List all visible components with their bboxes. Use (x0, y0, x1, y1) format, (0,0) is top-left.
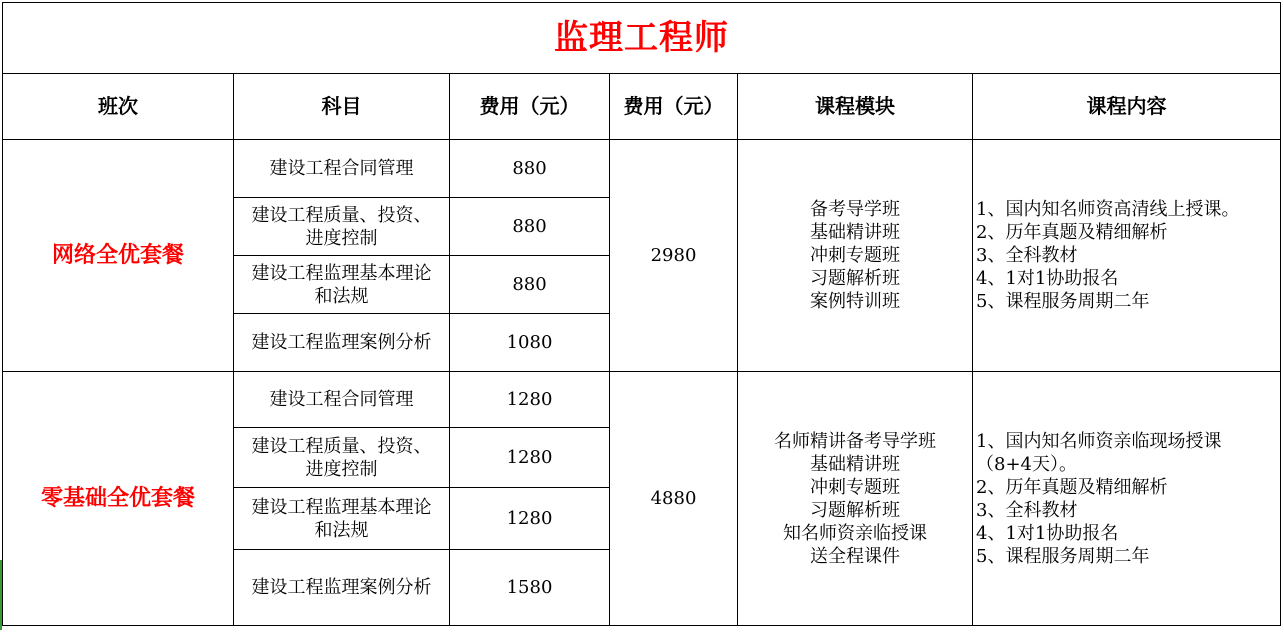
list-line: 基础精讲班 (810, 222, 900, 243)
fee-cell: 1280 (450, 372, 610, 428)
list-line: 习题解析班 (810, 268, 900, 289)
list-line: 4、1对1协助报名 (976, 522, 1119, 544)
list-line: 2、历年真题及精细解析 (976, 476, 1168, 498)
fee-cell: 1080 (450, 314, 610, 372)
subject-cell: 建设工程监理案例分析 (234, 550, 450, 626)
fee-cell: 880 (450, 256, 610, 314)
list-line: 1、国内知名师资亲临现场授课 (976, 430, 1222, 452)
content-cell (973, 140, 1281, 372)
header-modules: 课程模块 (738, 74, 973, 140)
header-fee: 费用（元） (450, 74, 610, 140)
fee-cell: 1580 (450, 550, 610, 626)
list-line: 1、国内知名师资高清线上授课。 (976, 199, 1240, 220)
fee-cell: 880 (450, 140, 610, 198)
total-fee-cell: 2980 (610, 140, 738, 372)
page-title: 监理工程师 (3, 3, 1281, 74)
table-row (3, 140, 1281, 198)
fee-cell: 880 (450, 198, 610, 256)
list-line: 5、课程服务周期二年 (976, 291, 1150, 312)
list-line: （8+4天）。 (976, 453, 1077, 475)
header-subject: 科目 (234, 74, 450, 140)
list-line: 知名师资亲临授课 (783, 522, 927, 544)
subject-cell: 建设工程监理基本理论和法规 (234, 256, 450, 314)
list-line: 4、1对1协助报名 (976, 268, 1119, 289)
header-content: 课程内容 (973, 74, 1281, 140)
modules-cell (738, 372, 973, 626)
subject-cell: 建设工程合同管理 (234, 372, 450, 428)
cell-selection-marker (0, 560, 2, 630)
list-line: 5、课程服务周期二年 (976, 545, 1150, 567)
package-name: 零基础全优套餐 (3, 372, 234, 626)
header-row (3, 74, 1281, 140)
subject-cell: 建设工程监理案例分析 (234, 314, 450, 372)
course-table (2, 2, 1281, 626)
list-line: 3、全科教材 (976, 245, 1078, 266)
list-line: 3、全科教材 (976, 499, 1078, 521)
list-line: 备考导学班 (810, 199, 900, 220)
package-name: 网络全优套餐 (3, 140, 234, 372)
list-line: 名师精讲备考导学班 (774, 430, 936, 452)
header-class: 班次 (3, 74, 234, 140)
list-line: 冲刺专题班 (810, 245, 900, 266)
subject-cell: 建设工程合同管理 (234, 140, 450, 198)
subject-cell: 建设工程质量、投资、进度控制 (234, 428, 450, 488)
total-fee-cell: 4880 (610, 372, 738, 626)
content-cell (973, 372, 1281, 626)
list-line: 案例特训班 (810, 291, 900, 312)
header-total-fee: 费用（元） (610, 74, 738, 140)
list-line: 基础精讲班 (810, 453, 900, 475)
fee-cell: 1280 (450, 428, 610, 488)
list-line: 冲刺专题班 (810, 476, 900, 498)
list-line: 送全程课件 (810, 545, 900, 567)
fee-cell: 1280 (450, 488, 610, 550)
list-line: 习题解析班 (810, 499, 900, 521)
subject-cell: 建设工程质量、投资、进度控制 (234, 198, 450, 256)
list-line: 2、历年真题及精细解析 (976, 222, 1168, 243)
table-row (3, 372, 1281, 428)
subject-cell: 建设工程监理基本理论和法规 (234, 488, 450, 550)
modules-cell (738, 140, 973, 372)
